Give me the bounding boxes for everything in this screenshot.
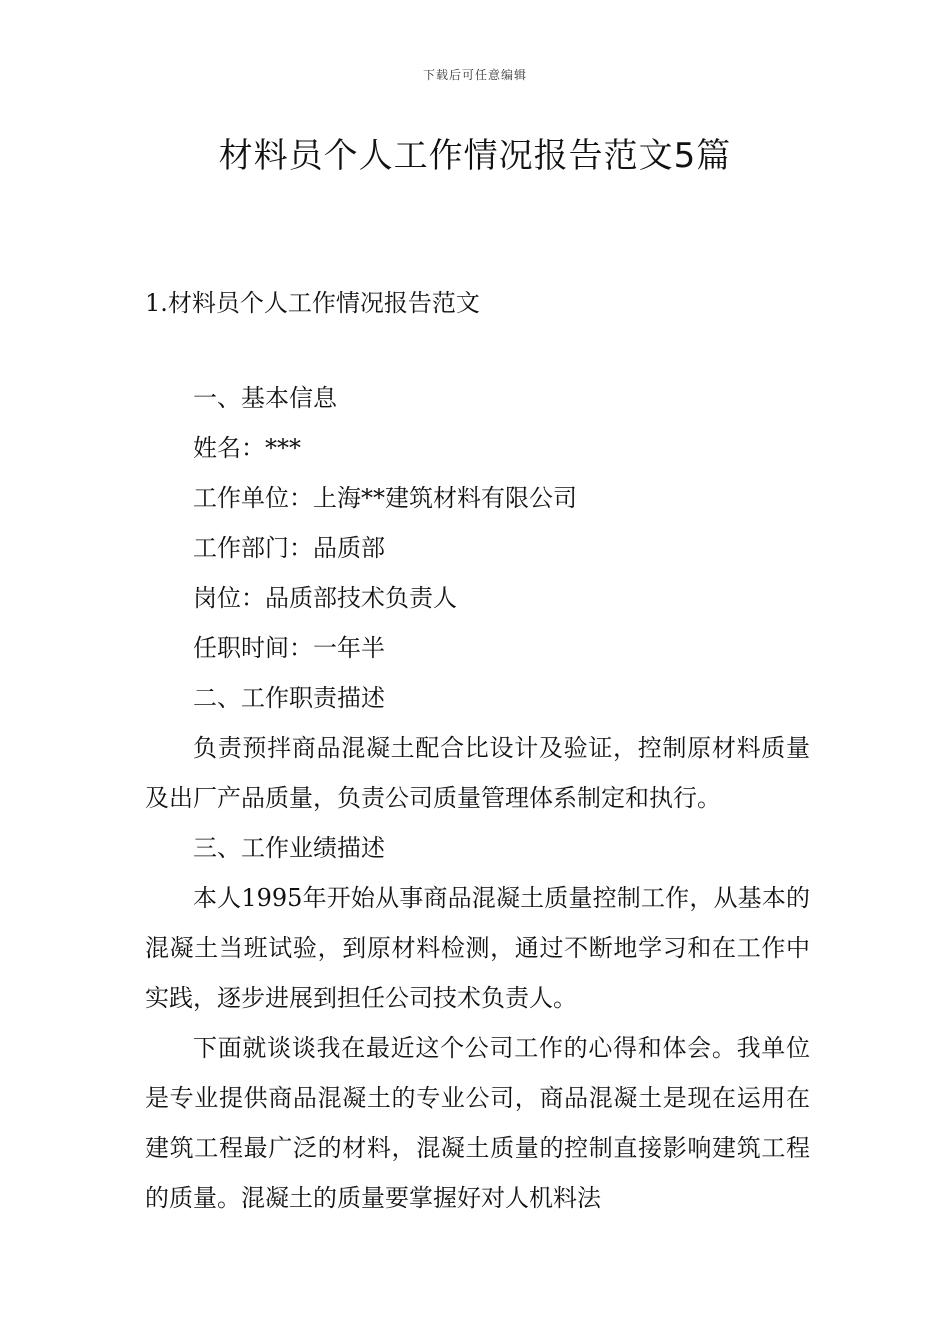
document-title: 材料员个人工作情况报告范文5篇 bbox=[218, 136, 732, 176]
tenure-line: 任职时间：一年半 bbox=[193, 634, 385, 662]
department-line: 工作部门：品质部 bbox=[193, 534, 385, 562]
basic-info-heading: 一、基本信息 bbox=[193, 384, 337, 412]
duties-heading: 二、工作职责描述 bbox=[193, 684, 385, 712]
position-line: 岗位：品质部技术负责人 bbox=[193, 584, 457, 612]
duties-paragraph: 负责预拌商品混凝土配合比设计及验证，控制原材料质量及出厂产品质量，负责公司质量管理体系制定和执行。 bbox=[145, 734, 810, 812]
document-body bbox=[145, 373, 810, 1223]
name-line: 姓名：*** bbox=[193, 434, 301, 462]
header-note: 下载后可任意编辑 bbox=[422, 68, 527, 82]
experience-paragraph: 下面就谈谈我在最近这个公司工作的心得和体会。我单位是专业提供商品混凝土的专业公司，商品混凝土是现在运用在建筑工程最广泛的材料，混凝土质量的控制直接影响建筑工程的质量。混凝土的质量要掌握好对人机料法 bbox=[145, 1034, 810, 1212]
performance-heading: 三、工作业绩描述 bbox=[193, 834, 385, 862]
work-unit-line: 工作单位：上海**建筑材料有限公司 bbox=[193, 484, 577, 512]
section-heading: 1.材料员个人工作情况报告范文 bbox=[145, 289, 480, 317]
performance-paragraph: 本人1995年开始从事商品混凝土质量控制工作，从基本的混凝土当班试验，到原材料检测，通过不断地学习和在工作中实践，逐步进展到担任公司技术负责人。 bbox=[145, 884, 810, 1012]
